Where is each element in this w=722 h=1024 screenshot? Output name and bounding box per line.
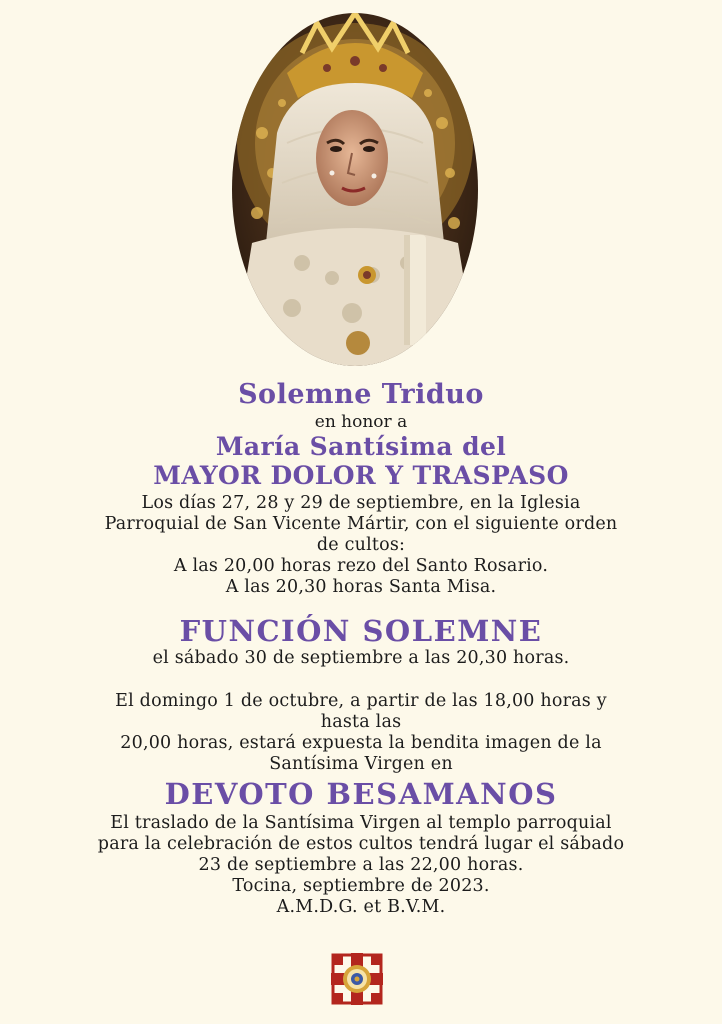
besamanos-line: Santísima Virgen en	[269, 754, 453, 774]
triduo-details	[0, 493, 722, 598]
traslado-line: El traslado de la Santísima Virgen al templo parroquial	[110, 813, 612, 833]
traslado-line: para la celebración de estos cultos tendrá lugar el sábado	[97, 834, 625, 854]
triduo-line: Los días 27, 28 y 29 de septiembre, en la Iglesia	[141, 493, 581, 513]
traslado-details	[0, 813, 722, 918]
funcion-date: el sábado 30 de septiembre a las 20,30 horas.	[152, 648, 570, 668]
virgin-portrait-image	[232, 13, 478, 366]
place-date-line: Tocina, septiembre de 2023.	[232, 876, 490, 896]
besamanos-line: hasta las	[320, 712, 402, 732]
triduo-title: Solemne Triduo	[238, 379, 484, 410]
triduo-line: A las 20,00 horas rezo del Santo Rosario.	[173, 556, 549, 576]
besamanos-details	[0, 691, 722, 775]
amdg-line: A.M.D.G. et B.V.M.	[276, 897, 446, 917]
traslado-line: 23 de septiembre a las 22,00 horas.	[198, 855, 524, 875]
besamanos-line: El domingo 1 de octubre, a partir de las 18,00 horas y	[115, 691, 607, 711]
besamanos-line: 20,00 horas, estará expuesta la bendita imagen de la	[120, 733, 602, 753]
triduo-line: Parroquial de San Vicente Mártir, con el siguiente orden	[104, 514, 618, 534]
triduo-line: A las 20,30 horas Santa Misa.	[225, 577, 497, 597]
funcion-solemne-title: FUNCIÓN SOLEMNE	[179, 614, 543, 648]
honor-subtitle: en honor a	[314, 412, 408, 432]
besamanos-title: DEVOTO BESAMANOS	[164, 777, 558, 811]
poster-text	[0, 378, 722, 918]
virgin-name-line2: MAYOR DOLOR Y TRASPASO	[153, 461, 569, 490]
triduo-line: de cultos:	[316, 535, 406, 555]
brotherhood-emblem-icon	[331, 953, 383, 1005]
virgin-name-line1: María Santísima del	[215, 432, 507, 461]
